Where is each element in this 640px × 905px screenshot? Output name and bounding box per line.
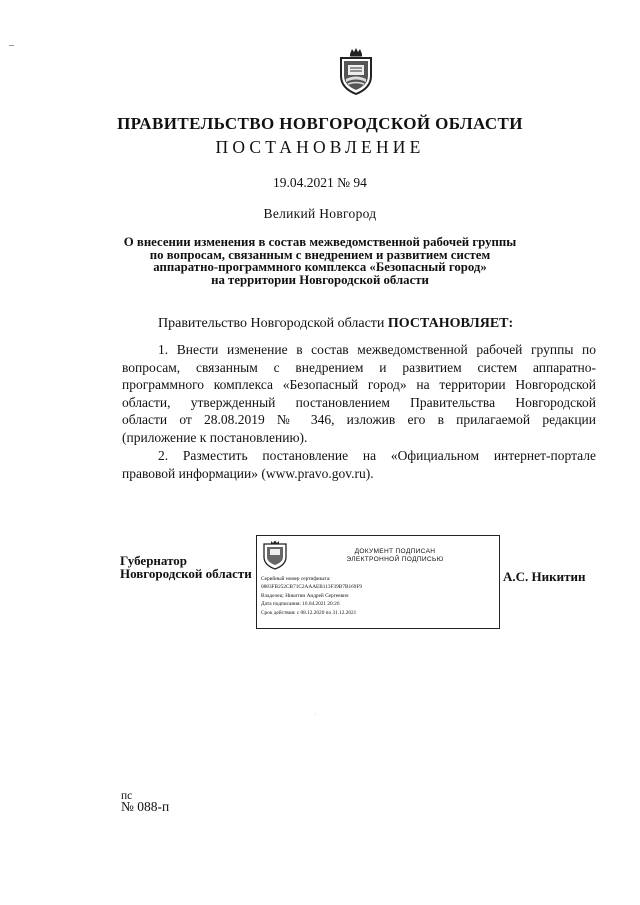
stamp-fields [261,575,362,617]
paragraph-line: (приложение к постановлению). [122,429,308,445]
paragraph-line: вопросам, связанным с внедрением и развитием систем аппаратно- [122,359,596,375]
electronic-signature-stamp [256,535,500,629]
paragraph-line: 1. Внести изменение в состав межведомственной рабочей группы по [158,342,596,357]
paragraph-2 [122,447,596,482]
city: Великий Новгород [263,206,377,221]
lead-text: Правительство Новгородской области [158,316,388,331]
document-type: ПОСТАНОВЛЕНИЕ [215,137,425,157]
certificate-owner: Владелец: Никитин Андрей Сергеевич [261,592,349,599]
paragraph-line: правовой информации» (www.pravo.gov.ru). [122,465,374,481]
paragraph-line: 2. Разместить постановление на «Официальном интернет-портале [158,448,596,463]
footer-number: № 088-п [121,799,170,814]
stamp-title-line: ЭЛЕКТРОННОЙ ПОДПИСЬЮ [346,556,444,563]
footer-code: пс [121,790,133,802]
signing-date: Дата подписания: 16.04.2021 20:26 [261,601,340,608]
stamp-title [297,548,493,564]
signatory-name: А.С. Никитин [503,569,586,584]
position-line: Губернатор [120,553,188,568]
subject-line: по вопросам, связанным с внедрением и развитием систем [149,247,491,262]
paragraph-1 [122,341,596,447]
corner-mark: – [9,40,14,51]
decree-lead [158,316,513,332]
paragraph-line: области, утвержденный постановлением Правительства Новгородской [122,394,596,410]
government-title: ПРАВИТЕЛЬСТВО НОВГОРОДСКОЙ ОБЛАСТИ [117,114,523,133]
scan-dot: · [314,712,316,718]
subject-line: на территории Новгородской области [211,272,429,287]
paragraph-line: программного комплекса «Безопасный город» на территории Новгородской [122,377,596,393]
date-number: 19.04.2021 № 94 [273,175,367,190]
paragraph-line: области от 28.08.2019 № 346, изложив его в прилагаемой редакции [122,412,596,428]
stamp-emblem-icon [262,540,288,570]
certificate-number: 0883FB252CB71C2AAAEB113F39B7B169F9 [261,584,363,591]
coat-of-arms-emblem [336,46,376,96]
document-subject [0,236,640,286]
certificate-validity: Срок действия: с 08.12.2020 по 31.12.2021 [261,609,357,616]
lead-emphasis: ПОСТАНОВЛЯЕТ: [387,316,514,331]
stamp-title-line: ДОКУМЕНТ ПОДПИСАН [354,548,436,555]
subject-line: аппаратно-программного комплекса «Безопасный город» [153,260,487,274]
position-line: Новгородской области [120,566,252,581]
subject-line: О внесении изменения в состав межведомственной рабочей группы [123,235,517,249]
certificate-label: Серийный номер сертификата: [261,576,331,582]
signatory-position [120,554,252,580]
